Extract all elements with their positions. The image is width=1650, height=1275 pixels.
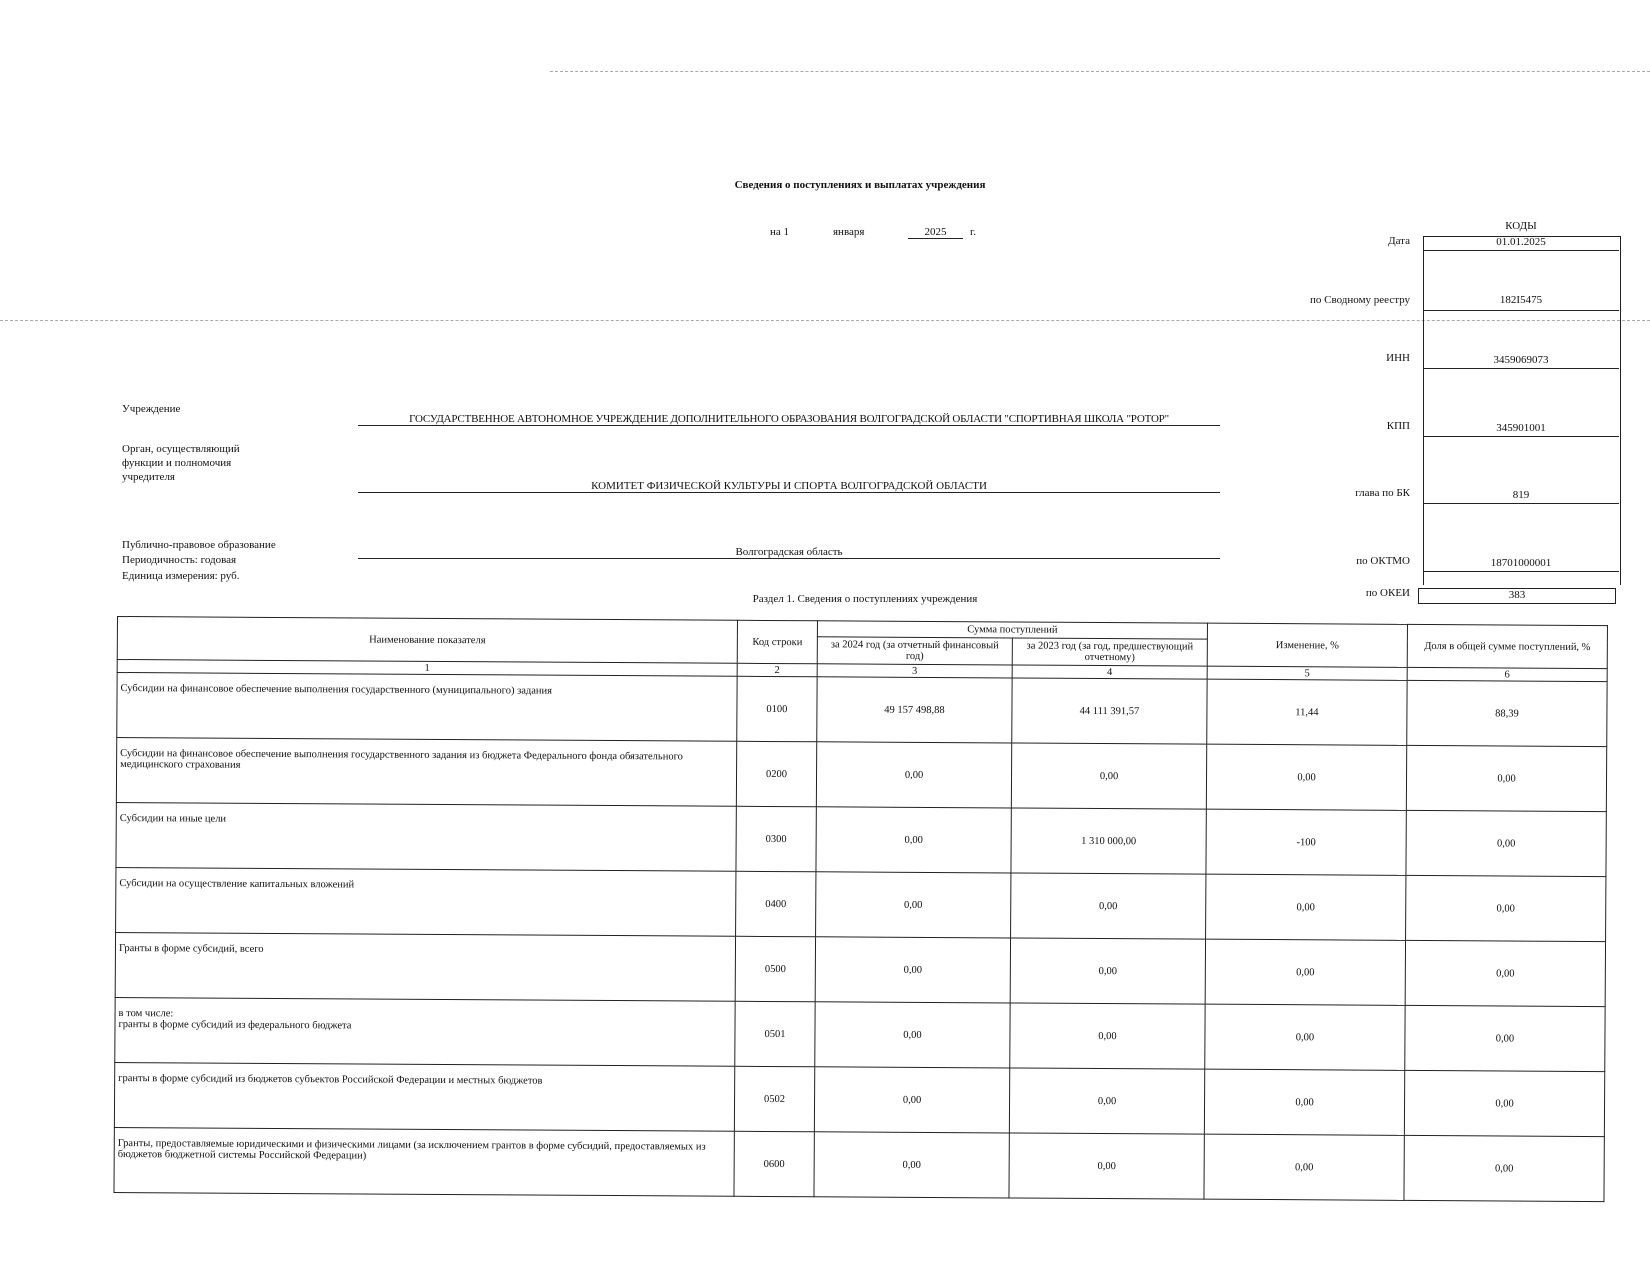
row-current: 0,00	[814, 1132, 1009, 1198]
row-code: 0400	[736, 871, 816, 936]
revenue-table	[113, 616, 1608, 1202]
periodicity: Периодичность: годовая	[122, 554, 237, 566]
date-prefix: на 1	[770, 226, 790, 238]
header-name: Наименование показателя	[117, 617, 737, 664]
row-name: Субсидии на финансовое обеспечение выполнения государственного (муниципального) задания	[117, 673, 737, 742]
row-code: 0600	[734, 1131, 814, 1196]
row-prev: 0,00	[1010, 1003, 1205, 1069]
row-share: 0,00	[1404, 1135, 1604, 1201]
row-name: гранты в форме субсидий из бюджетов субъектов Российской Федерации и местных бюджетов	[114, 1062, 734, 1131]
codes-box	[1423, 236, 1621, 585]
row-share: 88,39	[1407, 680, 1607, 746]
table-row	[115, 932, 1605, 1006]
scan-line-top	[550, 71, 1650, 72]
code-value-oktmo: 18701000001	[1423, 557, 1619, 572]
founder-value: КОМИТЕТ ФИЗИЧЕСКОЙ КУЛЬТУРЫ И СПОРТА ВОЛГОГРАДСКОЙ ОБЛАСТИ	[358, 480, 1220, 493]
header-sum-group: Сумма поступлений	[817, 621, 1207, 639]
code-value-inn: 3459069073	[1423, 354, 1619, 369]
row-code: 0502	[734, 1066, 814, 1131]
row-name: Субсидии на осуществление капитальных вложений	[116, 867, 736, 936]
code-value-kpp: 345901001	[1423, 422, 1619, 437]
row-change: 0,00	[1205, 1004, 1405, 1070]
table-row	[114, 1062, 1604, 1136]
row-code: 0300	[736, 806, 816, 871]
public-entity-label: Публично-правовое образование	[122, 539, 276, 551]
unit-of-measure: Единица измерения: руб.	[122, 570, 240, 582]
header-change: Изменение, %	[1207, 623, 1407, 667]
row-share: 0,00	[1406, 875, 1606, 941]
row-share: 0,00	[1405, 940, 1605, 1006]
date-month: января	[833, 226, 865, 238]
col-number: 2	[737, 663, 817, 676]
code-value-bk: 819	[1423, 489, 1619, 504]
row-prev: 44 111 391,57	[1012, 678, 1207, 744]
col-number: 3	[817, 664, 1012, 678]
table-row	[114, 1127, 1604, 1201]
row-name-text: гранты в форме субсидий из федерального бюджета	[118, 1019, 352, 1032]
row-code: 0501	[735, 1001, 815, 1066]
table-row	[116, 802, 1606, 876]
code-label-bk: глава по БК	[1355, 487, 1410, 499]
code-label-inn: ИНН	[1386, 352, 1410, 364]
row-prev: 0,00	[1011, 743, 1206, 809]
public-entity-value: Волгоградская область	[358, 546, 1220, 559]
row-prev: 0,00	[1010, 938, 1205, 1004]
code-label-date: Дата	[1388, 235, 1410, 247]
row-share: 0,00	[1405, 1005, 1605, 1071]
row-code: 0200	[736, 741, 816, 806]
table-row	[116, 738, 1606, 812]
row-change: 11,44	[1207, 679, 1407, 745]
row-share: 0,00	[1406, 810, 1606, 876]
section-title: Раздел 1. Сведения о поступлениях учреждения	[752, 593, 978, 605]
row-prev: 0,00	[1009, 1133, 1204, 1199]
table-row	[117, 673, 1607, 747]
row-current: 0,00	[816, 742, 1011, 808]
founder-label-line3: учредителя	[122, 471, 175, 483]
institution-label: Учреждение	[122, 403, 181, 415]
row-current: 0,00	[816, 872, 1011, 938]
founder-label-line2: функции и полномочия	[122, 457, 232, 469]
header-share: Доля в общей сумме поступлений, %	[1407, 624, 1607, 668]
row-code: 0500	[735, 936, 815, 1001]
row-share: 0,00	[1406, 745, 1606, 811]
header-year-prev: за 2023 год (за год, предшествующий отчетному)	[1012, 638, 1207, 666]
row-current: 0,00	[815, 937, 1010, 1003]
founder-label-line1: Орган, осуществляющий	[122, 443, 240, 455]
row-current: 0,00	[814, 1067, 1009, 1133]
code-label-oktmo: по ОКТМО	[1356, 555, 1410, 567]
row-name-prefix: в том числе:	[118, 1008, 174, 1020]
document-title: Сведения о поступлениях и выплатах учреждения	[734, 179, 986, 191]
row-change: 0,00	[1206, 744, 1406, 810]
header-year-current: за 2024 год (за отчетный финансовый год)	[817, 637, 1012, 665]
code-label-okei: по ОКЕИ	[1365, 587, 1410, 599]
code-label-kpp: КПП	[1386, 420, 1410, 432]
row-change: 0,00	[1206, 874, 1406, 940]
row-current: 0,00	[816, 807, 1011, 873]
founder-label	[122, 442, 240, 484]
code-value-okei: 383	[1418, 588, 1616, 604]
row-name: Гранты, предоставляемые юридическими и физическими лицами (за исключением грантов в форме субсидий, предоставляемых из бюджетов бюджетной системы Российской Федерации)	[114, 1127, 734, 1196]
code-label-registry: по Сводному реестру	[1310, 294, 1410, 306]
row-name	[115, 997, 735, 1066]
row-change: 0,00	[1204, 1134, 1404, 1200]
row-change: 0,00	[1204, 1069, 1404, 1135]
row-current: 49 157 498,88	[817, 677, 1012, 743]
table-row	[115, 997, 1605, 1071]
date-year: 2025	[908, 226, 963, 239]
code-value-registry: 182I5475	[1423, 294, 1619, 311]
row-name: Субсидии на иные цели	[116, 802, 736, 871]
col-number: 4	[1012, 665, 1207, 679]
header-code: Код строки	[737, 620, 817, 663]
scan-line-middle	[0, 320, 1650, 321]
row-change: -100	[1206, 809, 1406, 875]
row-change: 0,00	[1205, 939, 1405, 1005]
table-row	[116, 867, 1606, 941]
row-current: 0,00	[815, 1002, 1010, 1068]
codes-heading: КОДЫ	[1505, 220, 1537, 232]
row-name: Гранты в форме субсидий, всего	[115, 932, 735, 1001]
col-number: 5	[1207, 666, 1407, 680]
date-suffix: г.	[970, 226, 977, 238]
row-name: Субсидии на финансовое обеспечение выполнения государственного задания из бюджета Федерального фонда обязательного медицинского страхования	[116, 738, 736, 807]
institution-value: ГОСУДАРСТВЕННОЕ АВТОНОМНОЕ УЧРЕЖДЕНИЕ ДОПОЛНИТЕЛЬНОГО ОБРАЗОВАНИЯ ВОЛГОГРАДСКОЙ ОБЛАСТИ "СПОРТИВНАЯ ШКОЛА "РОТОР"	[358, 413, 1220, 426]
row-share: 0,00	[1404, 1070, 1604, 1136]
col-number: 6	[1407, 667, 1607, 681]
row-prev: 1 310 000,00	[1011, 808, 1206, 874]
row-prev: 0,00	[1009, 1068, 1204, 1134]
col-number: 1	[117, 660, 737, 677]
row-code: 0100	[737, 676, 817, 741]
row-prev: 0,00	[1011, 873, 1206, 939]
code-value-date: 01.01.2025	[1423, 236, 1619, 251]
